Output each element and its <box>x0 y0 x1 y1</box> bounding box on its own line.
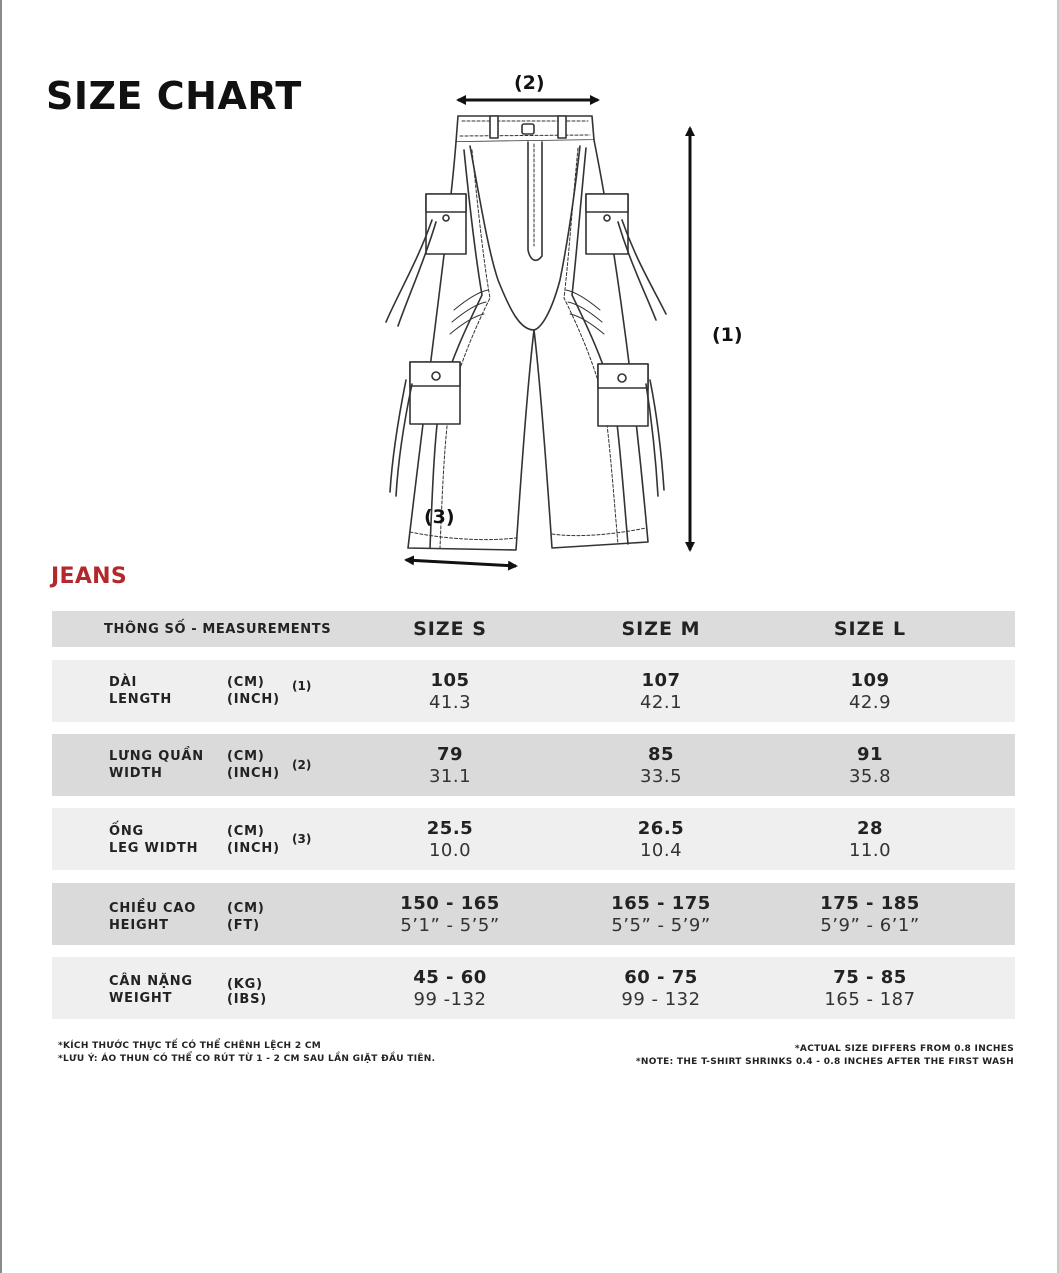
cell-size-m <box>581 744 741 788</box>
row-label-en: LEG WIDTH <box>109 841 199 856</box>
table-row-width <box>52 734 1015 796</box>
cell-primary: 91 <box>856 744 884 765</box>
row-ref: (3) <box>292 832 312 846</box>
cell-size-l <box>790 818 950 862</box>
cell-primary: 25.5 <box>426 818 474 839</box>
row-label-en: LENGTH <box>109 692 173 707</box>
cell-size-m <box>581 670 741 714</box>
row-unit-primary: (CM) <box>227 824 265 839</box>
cell-primary: 79 <box>436 744 464 765</box>
row-label-vi: LƯNG QUẦN <box>109 749 204 764</box>
row-unit-secondary: (FT) <box>227 918 260 933</box>
table-row-length <box>52 660 1015 722</box>
note-en-size-diff: *ACTUAL SIZE DIFFERS FROM 0.8 INCHES <box>794 1044 1014 1054</box>
length-label: (1) <box>712 324 743 346</box>
cell-primary: 75 - 85 <box>833 967 907 988</box>
cell-secondary: 33.5 <box>639 766 683 787</box>
section-title: JEANS <box>51 564 127 589</box>
cell-secondary: 99 - 132 <box>621 989 701 1010</box>
row-label-vi: CHIỀU CAO <box>109 901 197 916</box>
cell-secondary: 5’1” - 5’5” <box>400 915 500 936</box>
cell-size-l <box>790 744 950 788</box>
cell-secondary: 10.0 <box>428 840 472 861</box>
size-s-header: SIZE S <box>413 618 487 640</box>
cell-size-m <box>581 893 741 937</box>
cell-secondary: 10.4 <box>639 840 683 861</box>
measurements-header: THÔNG SỐ - MEASUREMENTS <box>104 622 332 637</box>
row-unit-secondary: (INCH) <box>227 692 280 707</box>
table-header <box>52 611 1015 647</box>
cell-secondary: 35.8 <box>848 766 892 787</box>
cell-secondary: 11.0 <box>848 840 892 861</box>
leg-width-label: (3) <box>424 506 455 528</box>
cell-primary: 107 <box>641 670 681 691</box>
row-ref: (1) <box>292 679 312 693</box>
row-unit-secondary: (INCH) <box>227 841 280 856</box>
cell-size-l <box>790 893 950 937</box>
cell-secondary: 41.3 <box>428 692 472 713</box>
cell-secondary: 99 -132 <box>413 989 487 1010</box>
row-ref: (2) <box>292 758 312 772</box>
cell-secondary: 42.9 <box>848 692 892 713</box>
cell-size-s <box>370 818 530 862</box>
cell-primary: 105 <box>430 670 470 691</box>
cell-size-l <box>790 967 950 1011</box>
row-label-vi: CÂN NẶNG <box>109 974 193 989</box>
width-label: (2) <box>514 72 545 94</box>
cell-secondary: 165 - 187 <box>824 989 916 1010</box>
page-edge-left <box>0 0 2 1273</box>
cell-primary: 85 <box>647 744 675 765</box>
cell-size-s <box>370 967 530 1011</box>
row-unit-primary: (CM) <box>227 675 265 690</box>
row-unit-secondary: (IBS) <box>227 992 267 1007</box>
note-en-shrink: *NOTE: THE T-SHIRT SHRINKS 0.4 - 0.8 INCHES AFTER THE FIRST WASH <box>635 1057 1014 1067</box>
cell-primary: 28 <box>856 818 884 839</box>
size-m-header: SIZE M <box>621 618 701 640</box>
size-l-header: SIZE L <box>833 618 907 640</box>
row-label-en: WEIGHT <box>109 991 173 1006</box>
cell-primary: 45 - 60 <box>413 967 487 988</box>
pants-diagram <box>370 60 790 580</box>
note-vi-shrink: *LƯU Ý: ÁO THUN CÓ THỂ CO RÚT TỪ 1 - 2 CM SAU LẦN GIẶT ĐẦU TIÊN. <box>58 1054 436 1064</box>
cell-secondary: 5’9” - 6’1” <box>820 915 920 936</box>
cell-primary: 109 <box>850 670 890 691</box>
cell-size-s <box>370 893 530 937</box>
row-label-vi: DÀI <box>109 675 138 690</box>
row-label-en: HEIGHT <box>109 918 169 933</box>
row-unit-primary: (CM) <box>227 749 265 764</box>
cell-primary: 150 - 165 <box>400 893 500 914</box>
cell-primary: 175 - 185 <box>820 893 920 914</box>
cell-primary: 165 - 175 <box>611 893 711 914</box>
table-row-height <box>52 883 1015 945</box>
cell-size-l <box>790 670 950 714</box>
row-unit-primary: (KG) <box>227 977 263 992</box>
table-row-weight <box>52 957 1015 1019</box>
page-title: SIZE CHART <box>46 74 302 118</box>
cell-secondary: 42.1 <box>639 692 683 713</box>
cell-secondary: 31.1 <box>428 766 472 787</box>
cell-size-m <box>581 818 741 862</box>
cell-primary: 26.5 <box>637 818 685 839</box>
row-unit-secondary: (INCH) <box>227 766 280 781</box>
cell-size-m <box>581 967 741 1011</box>
cell-size-s <box>370 744 530 788</box>
cell-size-s <box>370 670 530 714</box>
row-label-en: WIDTH <box>109 766 163 781</box>
table-row-leg-width <box>52 808 1015 870</box>
leg-width-arrow <box>406 560 516 566</box>
note-vi-size-diff: *KÍCH THƯỚC THỰC TẾ CÓ THỂ CHÊNH LỆCH 2 CM <box>58 1041 321 1051</box>
row-unit-primary: (CM) <box>227 901 265 916</box>
row-label-vi: ỐNG <box>109 824 145 839</box>
cell-secondary: 5’5” - 5’9” <box>611 915 711 936</box>
cell-primary: 60 - 75 <box>624 967 698 988</box>
